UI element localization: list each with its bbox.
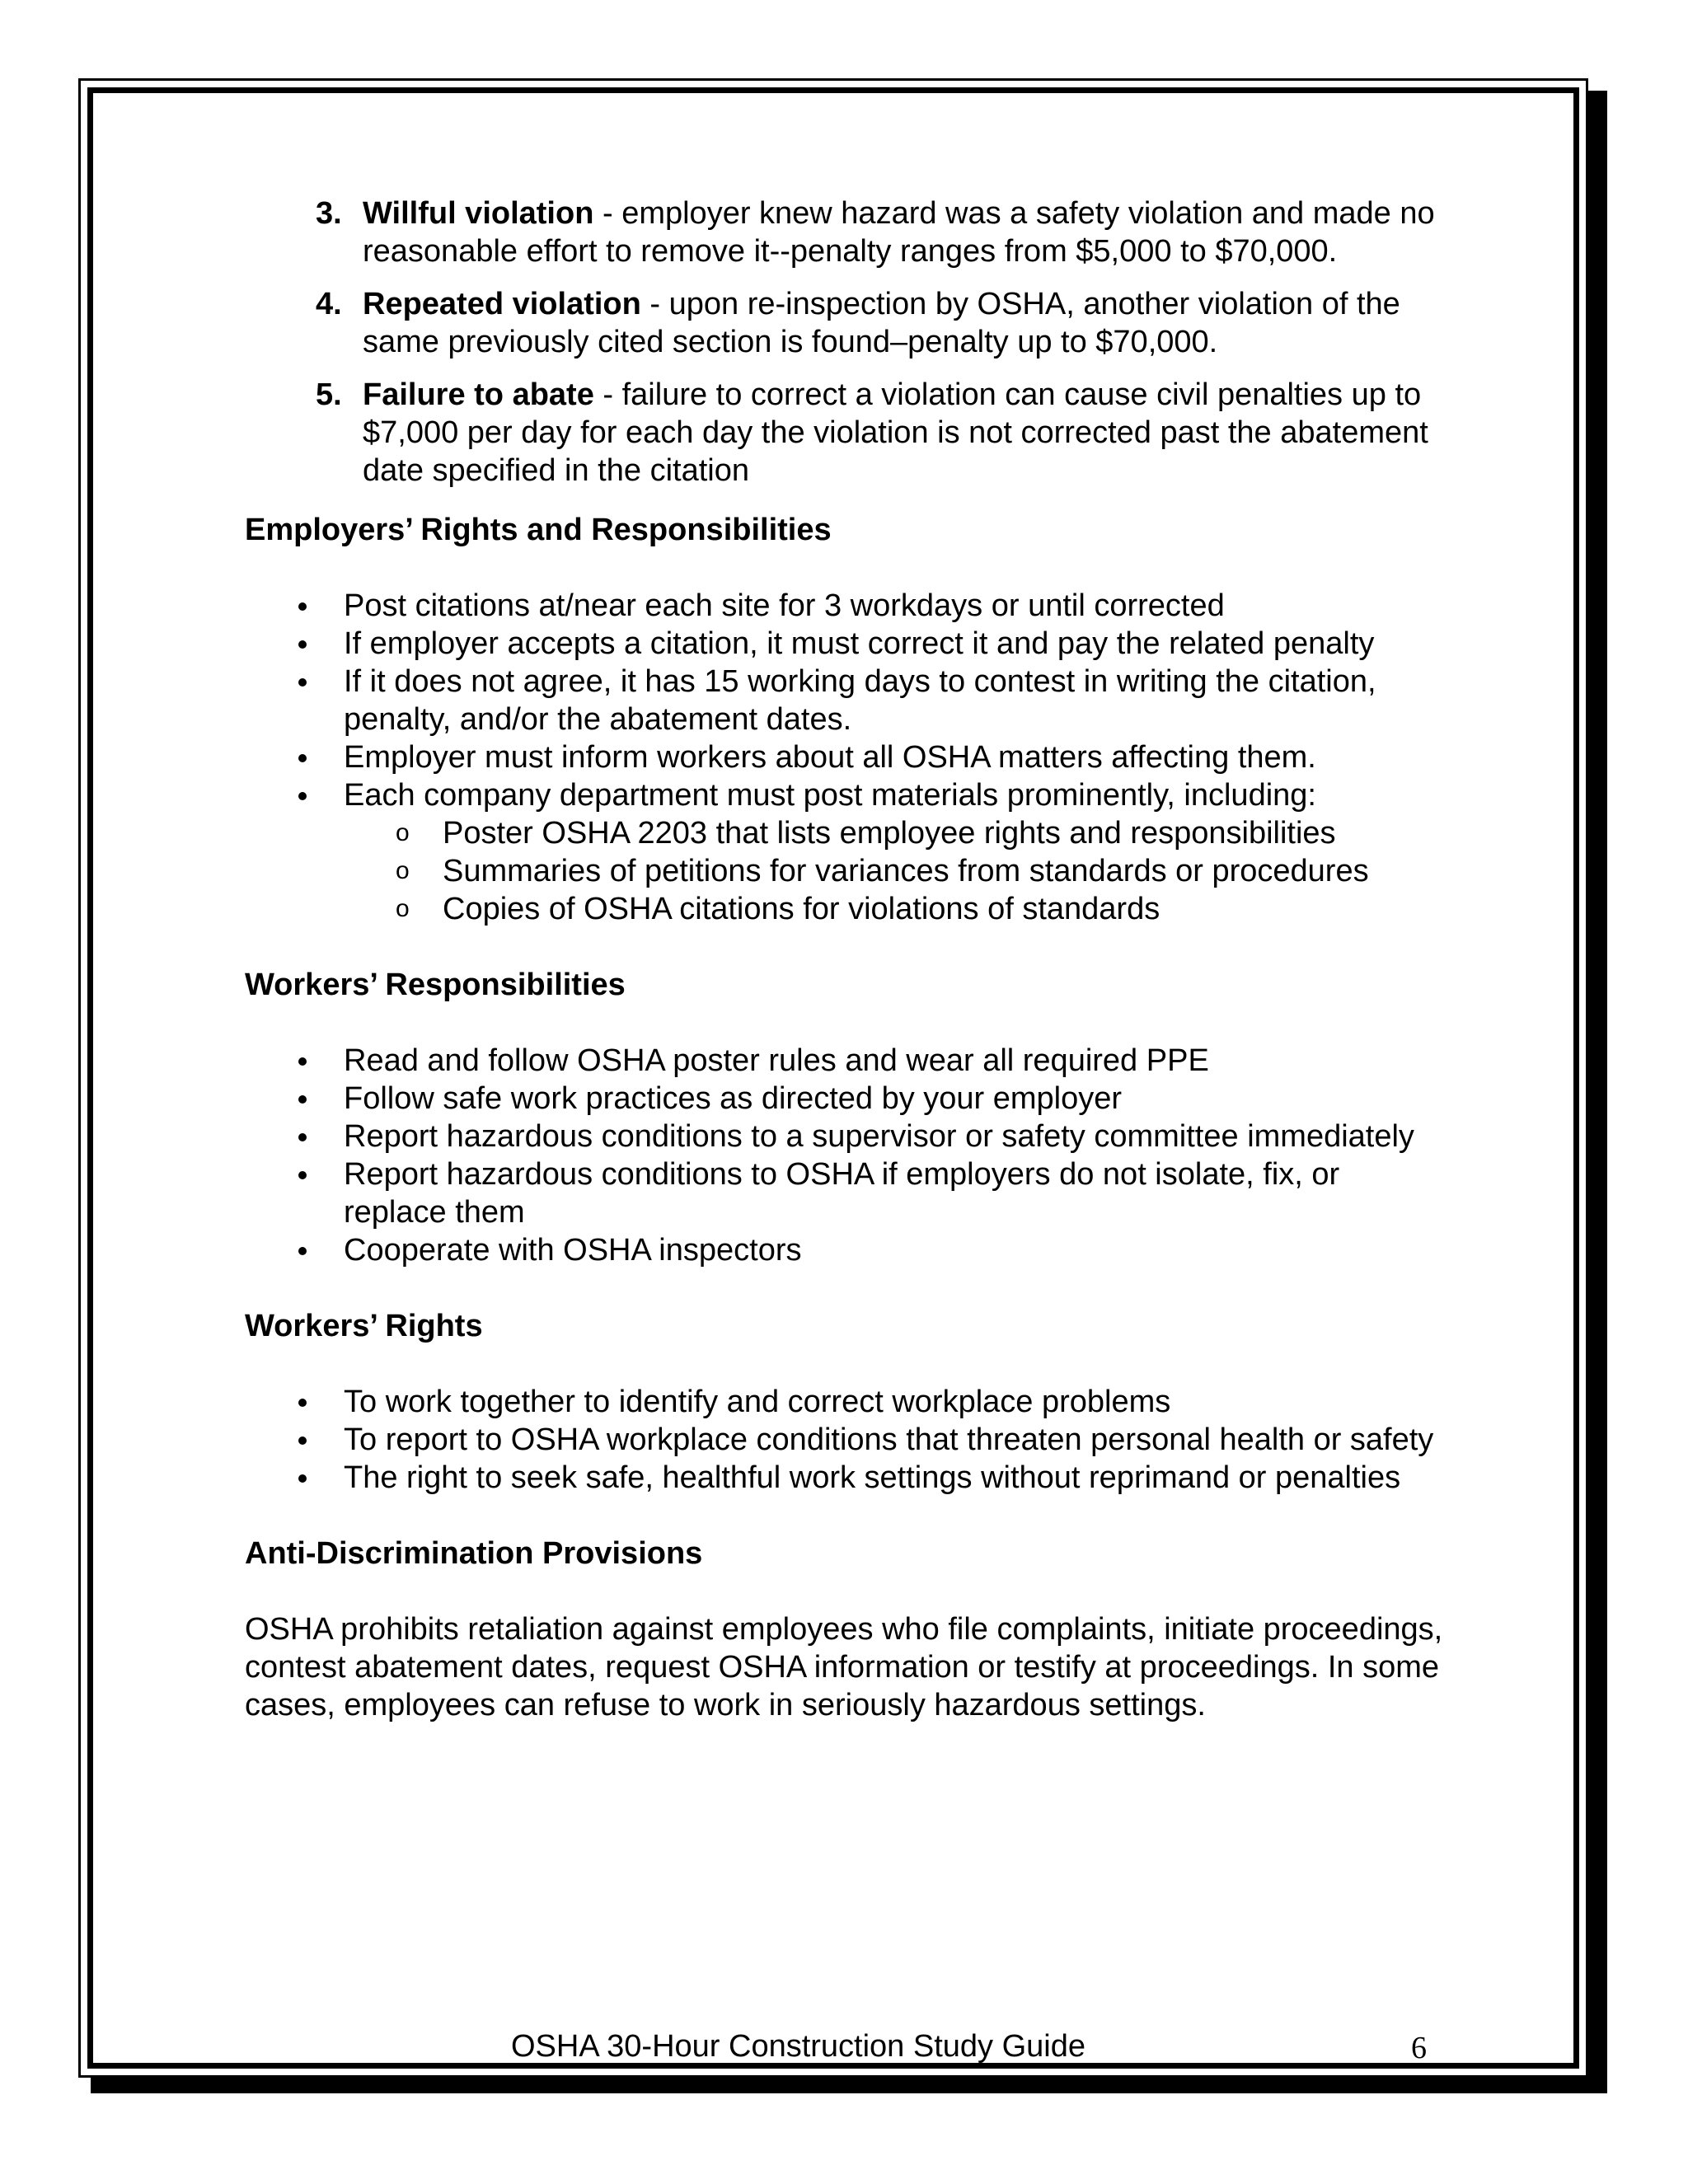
violation-term: Failure to abate: [363, 377, 594, 412]
violation-term: Repeated violation: [363, 287, 641, 321]
violation-list: [245, 194, 1448, 490]
list-item: If employer accepts a citation, it must correct it and pay the related penalty: [245, 625, 1448, 663]
sub-list-item: o Summaries of petitions for variances from standards or procedures: [396, 854, 1369, 888]
footer-title: OSHA 30-Hour Construction Study Guide: [511, 2029, 1086, 2064]
workers-responsibilities-list: [245, 1042, 1448, 1269]
violation-term: Willful violation: [363, 196, 594, 231]
circle-bullet-icon: o: [396, 819, 410, 846]
list-item: Employer must inform workers about all OSHA matters affecting them.: [245, 738, 1448, 776]
list-item: Report hazardous conditions to OSHA if employers do not isolate, fix, or replace them: [245, 1155, 1448, 1231]
workers-rights-list: [245, 1383, 1448, 1497]
page-content: [245, 194, 1448, 1724]
bullet-icon: [298, 1171, 307, 1179]
list-item: Follow safe work practices as directed by your employer: [245, 1080, 1448, 1118]
list-item: Cooperate with OSHA inspectors: [245, 1231, 1448, 1269]
section-heading-workers-responsibilities: Workers’ Responsibilities: [245, 968, 626, 1002]
bullet-icon: [298, 1133, 307, 1141]
bullet-icon: [298, 640, 307, 649]
list-item: If it does not agree, it has 15 working days to contest in writing the citation, penalty, and/or the abatement dates.: [245, 663, 1448, 738]
list-item: Each company department must post materials prominently, including:: [245, 776, 1448, 814]
anti-discrimination-paragraph: OSHA prohibits retaliation against employees who file complaints, initiate proceedings, contest abatement dates, request OSHA information or testify at proceedings. In some cases, employees can refuse to work in seriously hazardous settings.: [245, 1612, 1443, 1722]
list-item: Read and follow OSHA poster rules and wear all required PPE: [245, 1042, 1448, 1080]
bullet-icon: [298, 678, 307, 687]
bullet-icon: [298, 1399, 307, 1407]
violation-text: - upon re-inspection by OSHA, another violation of the same previously cited section is found–penalty up to $70,000.: [363, 287, 1400, 359]
bullet-icon: [298, 602, 307, 611]
circle-bullet-icon: o: [396, 895, 410, 922]
sub-list-item: o Poster OSHA 2203 that lists employee rights and responsibilities: [396, 816, 1336, 851]
circle-bullet-icon: o: [396, 857, 410, 884]
section-heading-workers-rights: Workers’ Rights: [245, 1309, 483, 1343]
list-item: To report to OSHA workplace conditions that threaten personal health or safety: [245, 1421, 1448, 1459]
section-heading-employers: Employers’ Rights and Responsibilities: [245, 513, 832, 547]
bullet-icon: [298, 1436, 307, 1445]
list-item: Post citations at/near each site for 3 workdays or until corrected: [245, 587, 1448, 625]
bullet-icon: [298, 1247, 307, 1255]
list-number: 4.: [316, 287, 342, 321]
list-item: The right to seek safe, healthful work settings without reprimand or penalties: [245, 1459, 1448, 1497]
page-number: 6: [1411, 2031, 1427, 2065]
list-item: [245, 376, 1448, 490]
bullet-icon: [298, 1474, 307, 1483]
section-heading-anti-discrimination: Anti-Discrimination Provisions: [245, 1536, 703, 1571]
bullet-icon: [298, 1057, 307, 1066]
list-item: [245, 285, 1448, 361]
list-item: Report hazardous conditions to a supervisor or safety committee immediately: [245, 1118, 1448, 1155]
bullet-icon: [298, 792, 307, 800]
bullet-icon: [298, 1095, 307, 1104]
employers-list: [245, 587, 1448, 928]
sub-list-item: o Copies of OSHA citations for violations of standards: [396, 892, 1160, 926]
list-item: [245, 194, 1448, 270]
list-item: To work together to identify and correct workplace problems: [245, 1383, 1448, 1421]
violation-text: - employer knew hazard was a safety violation and made no reasonable effort to remove it--penalty ranges from $5,000 to $70,000.: [363, 196, 1435, 269]
list-number: 3.: [316, 196, 342, 231]
bullet-icon: [298, 754, 307, 762]
violation-text: - failure to correct a violation can cause civil penalties up to $7,000 per day for each day the violation is not corrected past the abatement date specified in the citation: [363, 377, 1428, 488]
list-number: 5.: [316, 377, 342, 412]
